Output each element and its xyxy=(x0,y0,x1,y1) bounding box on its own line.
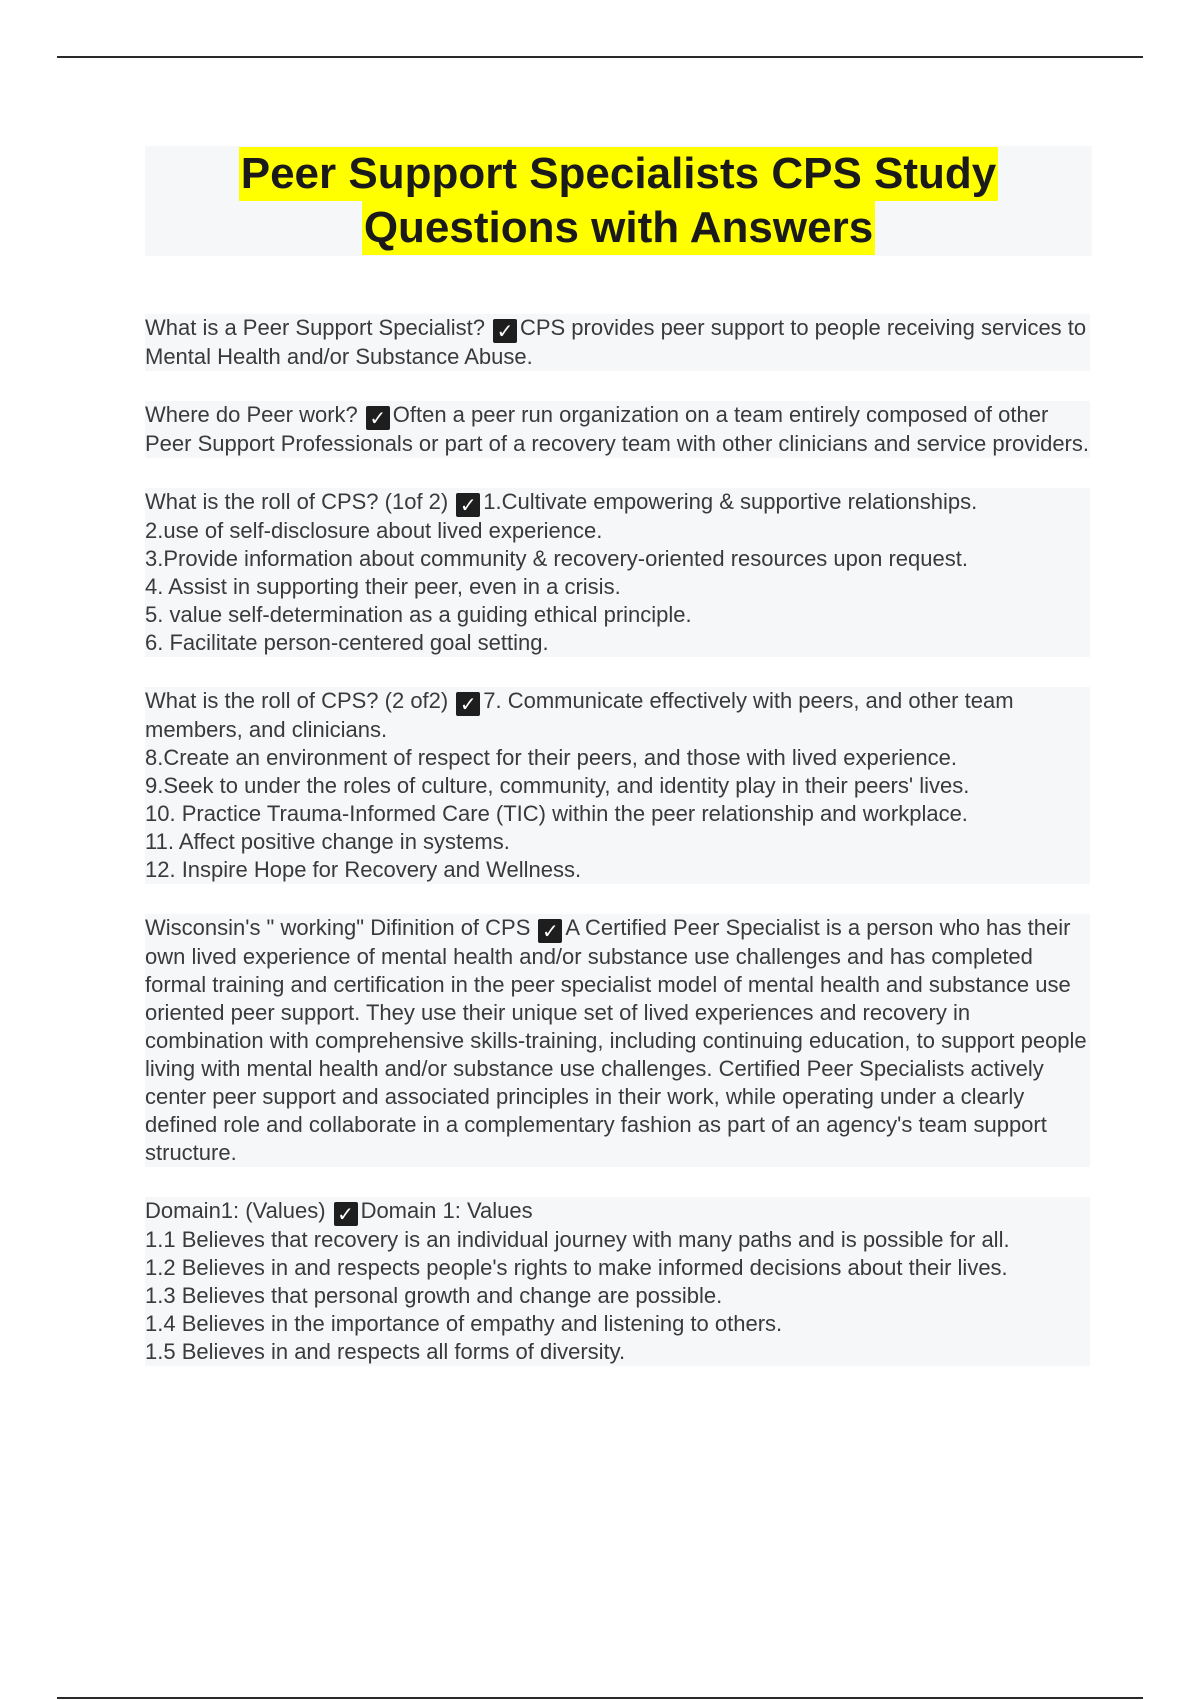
qa-item xyxy=(145,1197,1090,1366)
answer-line: 9.Seek to under the roles of culture, community, and identity play in their peers' lives. xyxy=(145,772,1090,800)
answer-text: 7. Communicate effectively with peers, and other team members, and clinicians. xyxy=(145,688,1014,742)
answer-line: 1.1 Believes that recovery is an individual journey with many paths and is possible for all. xyxy=(145,1226,1090,1254)
answer-text: CPS provides peer support to people receiving services to Mental Health and/or Substance Abuse. xyxy=(145,315,1087,369)
question-text: Where do Peer work? xyxy=(145,402,358,427)
answer-text: 1.Cultivate empowering & supportive relationships. xyxy=(483,489,978,514)
answer-line: 8.Create an environment of respect for their peers, and those with lived experience. xyxy=(145,744,1090,772)
qa-item xyxy=(145,314,1090,371)
question-text: Domain1: (Values) xyxy=(145,1198,326,1223)
answer-line: 6. Facilitate person-centered goal setting. xyxy=(145,629,1090,657)
checkmark-icon: ✓ xyxy=(456,692,480,716)
question-text: What is the roll of CPS? (1of 2) xyxy=(145,489,449,514)
answer-line: 3.Provide information about community & recovery-oriented resources upon request. xyxy=(145,545,1090,573)
qa-first-line xyxy=(145,687,1090,744)
checkmark-icon: ✓ xyxy=(493,319,517,343)
qa-list xyxy=(145,314,1090,1396)
bottom-rule xyxy=(57,1697,1143,1699)
document-title xyxy=(145,146,1092,256)
qa-first-line xyxy=(145,1197,1090,1226)
answer-line: 10. Practice Trauma-Informed Care (TIC) within the peer relationship and workplace. xyxy=(145,800,1090,828)
qa-item xyxy=(145,687,1090,884)
qa-first-line xyxy=(145,488,1090,517)
checkmark-icon: ✓ xyxy=(538,919,562,943)
qa-first-line xyxy=(145,401,1090,458)
top-rule xyxy=(57,56,1143,58)
answer-line: 4. Assist in supporting their peer, even in a crisis. xyxy=(145,573,1090,601)
answer-line: 12. Inspire Hope for Recovery and Wellness. xyxy=(145,856,1090,884)
qa-item xyxy=(145,488,1090,657)
answer-text: Domain 1: Values xyxy=(360,1198,533,1223)
title-line-1: Peer Support Specialists CPS Study xyxy=(239,147,999,201)
answer-line: 1.2 Believes in and respects people's rights to make informed decisions about their lives. xyxy=(145,1254,1090,1282)
question-text: What is a Peer Support Specialist? xyxy=(145,315,485,340)
title-line-2: Questions with Answers xyxy=(362,201,875,255)
qa-first-line xyxy=(145,914,1090,1167)
answer-line: 1.5 Believes in and respects all forms of diversity. xyxy=(145,1338,1090,1366)
qa-first-line xyxy=(145,314,1090,371)
answer-text: Often a peer run organization on a team entirely composed of other Peer Support Professionals or part of a recovery team with other clinicians and service providers. xyxy=(145,402,1089,456)
qa-item xyxy=(145,401,1090,458)
answer-line: 11. Affect positive change in systems. xyxy=(145,828,1090,856)
question-text: What is the roll of CPS? (2 of2) xyxy=(145,688,449,713)
answer-line: 5. value self-determination as a guiding ethical principle. xyxy=(145,601,1090,629)
qa-item xyxy=(145,914,1090,1167)
checkmark-icon: ✓ xyxy=(334,1202,358,1226)
answer-text: A Certified Peer Specialist is a person who has their own lived experience of mental health and/or substance use challenges and has completed formal training and certification in the peer specialist model of mental health and substance use oriented peer support. They use their unique set of lived experiences and recovery in combination with comprehensive skills-training, including continuing education, to support people living with mental health and/or substance use challenges. Certified Peer Specialists actively center peer support and associated principles in their work, while operating under a clearly defined role and collaborate in a complementary fashion as part of an agency's team support structure. xyxy=(145,915,1087,1165)
checkmark-icon: ✓ xyxy=(366,406,390,430)
answer-line: 2.use of self-disclosure about lived experience. xyxy=(145,517,1090,545)
answer-line: 1.3 Believes that personal growth and change are possible. xyxy=(145,1282,1090,1310)
question-text: Wisconsin's " working" Difinition of CPS xyxy=(145,915,531,940)
answer-line: 1.4 Believes in the importance of empathy and listening to others. xyxy=(145,1310,1090,1338)
checkmark-icon: ✓ xyxy=(456,493,480,517)
